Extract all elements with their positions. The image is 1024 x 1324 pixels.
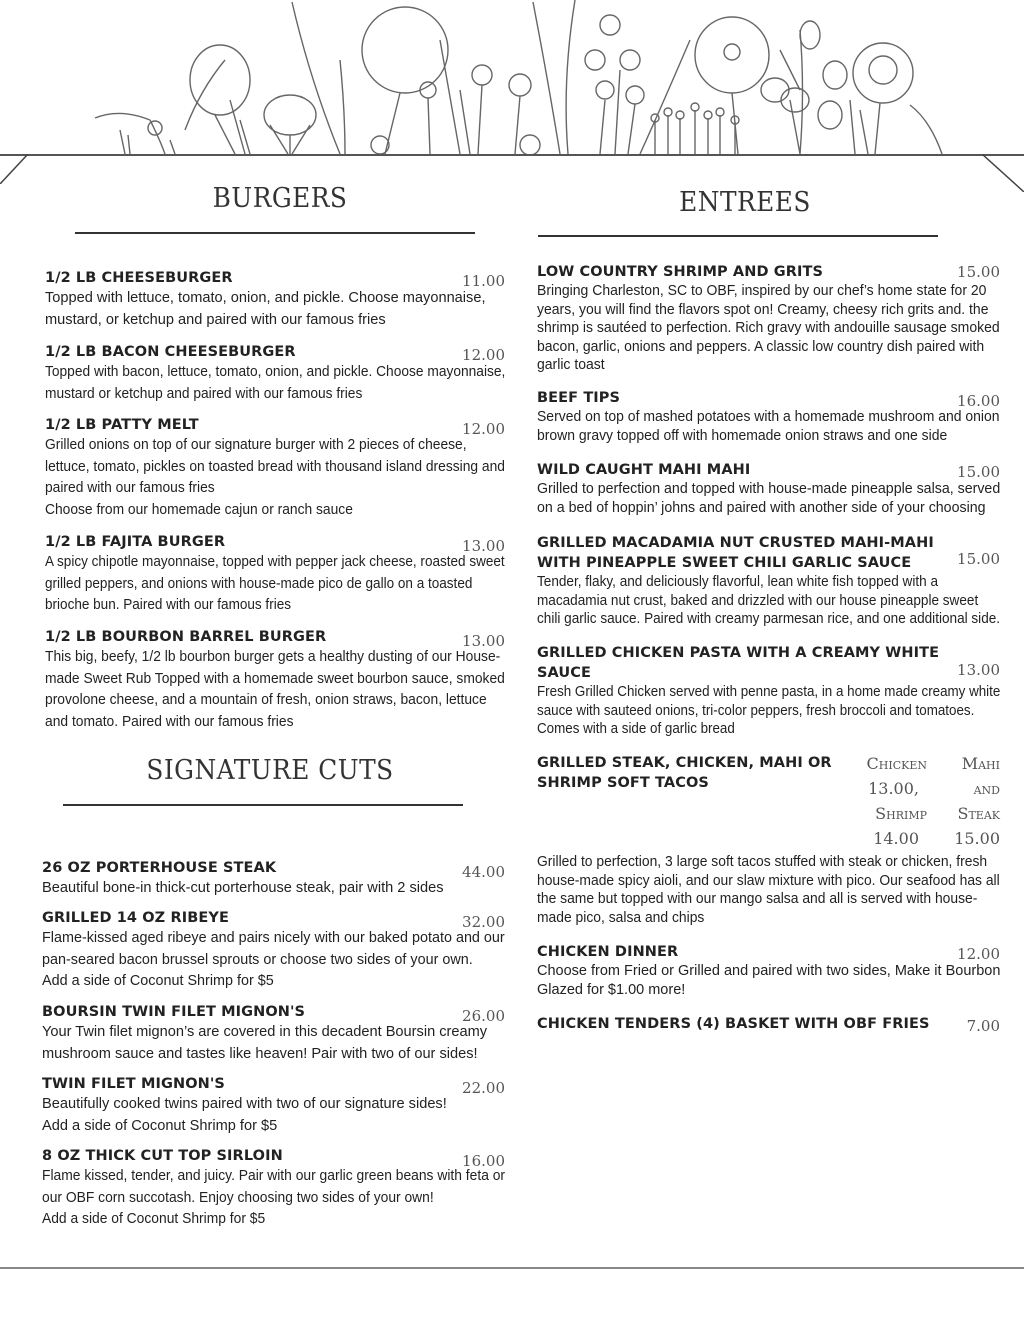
item-description: Served on top of mashed potatoes with a homemade mushroom and onion brown gravy topped off with homemade onion straws and one side: [537, 409, 1000, 444]
menu-item-mahi-mahi: [537, 460, 1000, 517]
header-divider-line: [0, 154, 1024, 156]
item-price: 12.00: [957, 945, 1000, 963]
taco-price-mahi-steak: Mahi and Steak 15.00: [954, 754, 1000, 848]
item-price: 11.00: [462, 272, 505, 290]
item-name: 8 OZ THICK CUT TOP SIRLOIN: [42, 1148, 283, 1164]
item-description: Topped with lettuce, tomato, onion, and pickle. Choose mayonnaise, mustard, or ketchup and paired with our famous fries: [45, 290, 486, 328]
corner-line-right: [982, 154, 1024, 192]
menu-item-boursin-twin-filet: [42, 1002, 505, 1065]
item-price: 16.00: [957, 392, 1000, 410]
item-name: WILD CAUGHT MAHI MAHI: [537, 462, 751, 478]
menu-item-twin-filet: [42, 1074, 505, 1137]
item-description: Flame kissed, tender, and juicy. Pair with our garlic green beans with feta or our OBF corn succotash. Enjoy choosing two sides of your own! Add a side of Coconut Shrimp for $5: [42, 1168, 506, 1227]
signature-cuts-section-title: SIGNATURE CUTS: [146, 755, 394, 786]
item-name: GRILLED MACADAMIA NUT CRUSTED MAHI-MAHI WITH PINEAPPLE SWEET CHILI GARLIC SAUCE: [537, 535, 934, 571]
corner-line-left: [0, 154, 32, 184]
item-name: 26 OZ PORTERHOUSE STEAK: [42, 860, 277, 876]
item-description: Grilled to perfection and topped with house-made pineapple salsa, served on a bed of hoppin’ johns and paired with another side of your choosing: [537, 481, 1001, 516]
item-description: Topped with bacon, lettuce, tomato, onion, and pickle. Choose mayonnaise, mustard or ketchup and paired with our famous fries: [45, 364, 506, 402]
item-price: 16.00: [462, 1152, 505, 1170]
item-name: 1/2 LB PATTY MELT: [45, 417, 199, 433]
item-description: Fresh Grilled Chicken served with penne pasta, in a home made creamy white sauce with sauteed onions, tri-color peppers, fresh broccoli and tomatoes. Comes with a side of garlic bread: [537, 684, 1001, 738]
menu-item-chicken-tenders: [537, 1014, 1000, 1034]
item-price: 15.00: [957, 463, 1000, 481]
item-price: 13.00: [462, 537, 505, 555]
menu-item-shrimp-and-grits: [537, 262, 1000, 375]
menu-item-macadamia-mahi: [537, 533, 1000, 629]
item-price: 15.00: [957, 550, 1000, 568]
item-name: CHICKEN TENDERS (4) BASKET WITH OBF FRIES: [537, 1016, 930, 1032]
item-name: GRILLED CHICKEN PASTA WITH A CREAMY WHITE SAUCE: [537, 645, 940, 681]
item-name: 1/2 LB BACON CHEESEBURGER: [45, 344, 296, 360]
burgers-title-rule: [75, 232, 475, 234]
menu-item-ribeye: [42, 908, 505, 993]
footer-divider-line: [0, 1267, 1024, 1269]
item-name: 1/2 LB BOURBON BARREL BURGER: [45, 629, 327, 645]
item-price: 7.00: [966, 1017, 1000, 1035]
floral-header-illustration: [0, 0, 1024, 156]
menu-item-chicken-dinner: [537, 942, 1000, 999]
entrees-title-rule: [538, 235, 938, 237]
item-description: Grilled to perfection, 3 large soft tacos stuffed with steak or chicken, fresh house-made spicy aioli, and our slaw mixture with pico. Our seafood has all the same but topped with our mango salsa and all is served with house- made pico, salsa and chips: [537, 854, 1000, 926]
taco-price-chicken-shrimp: Chicken 13.00, Shrimp 14.00: [866, 754, 927, 848]
item-description: Grilled onions on top of our signature burger with 2 pieces of cheese, lettuce, tomato, pickles on toasted bread with thousand island dressing and paired with our famous fries Choose from our homemade cajun or ranch sauce: [45, 437, 505, 518]
menu-item-beef-tips: [537, 388, 1000, 445]
item-description: Flame-kissed aged ribeye and pairs nicely with our baked potato and our pan-seared bacon brussel sprouts or choose two sides of your own. Add a side of Coconut Shrimp for $5: [42, 930, 505, 989]
menu-item-porterhouse-steak: [42, 858, 505, 900]
menu-item-bacon-cheeseburger: [45, 342, 505, 405]
item-name: LOW COUNTRY SHRIMP AND GRITS: [537, 264, 824, 280]
item-price: 13.00: [462, 632, 505, 650]
menu-item-top-sirloin: [42, 1146, 505, 1231]
item-description: Your Twin filet mignon’s are covered in this decadent Boursin creamy mushroom sauce and tastes like heaven! Pair with two of our sides!: [42, 1024, 488, 1062]
item-price: 12.00: [462, 420, 505, 438]
item-description: Choose from Fried or Grilled and paired with two sides, Make it Bourbon Glazed for $1.00 more!: [537, 963, 1001, 998]
burgers-section-title: BURGERS: [212, 183, 348, 214]
item-description: Bringing Charleston, SC to OBF, inspired by our chef’s home state for 20 years, you will find the flavors spot on! Creamy, cheesy rich grits and. the shrimp is sautéed to perfection. Rich gravy with andouille sausage smoked bacon, garlic, onions and peppers. A classic low country dish paired with garlic toast: [537, 283, 1000, 374]
item-price: 13.00: [957, 661, 1000, 679]
item-name: 1/2 LB CHEESEBURGER: [45, 270, 233, 286]
menu-item-chicken-pasta: [537, 643, 1000, 739]
item-price: 44.00: [462, 863, 505, 881]
item-description: This big, beefy, 1/2 lb bourbon burger gets a healthy dusting of our House- made Sweet Rub Topped with a homemade sweet bourbon sauce, smoked provolone cheese, and a mountain of fresh, onion straws, bacon, lettuce and tomato. Paired with our famous fries: [45, 649, 505, 730]
item-price: 12.00: [462, 346, 505, 364]
item-name: 1/2 LB FAJITA BURGER: [45, 534, 226, 550]
signature-cuts-title-rule: [63, 804, 463, 806]
item-name: BEEF TIPS: [537, 390, 621, 406]
item-price: 22.00: [462, 1079, 505, 1097]
item-description: A spicy chipotle mayonnaise, topped with pepper jack cheese, roasted sweet grilled peppers, and onions with house-made pico de gallo on a toasted brioche bun. Paired with our famous fries: [45, 554, 505, 613]
menu-item-soft-tacos: [537, 753, 1000, 933]
item-description: Beautiful bone-in thick-cut porterhouse steak, pair with 2 sides: [42, 880, 444, 896]
menu-item-bourbon-barrel-burger: [45, 627, 505, 733]
item-name: CHICKEN DINNER: [537, 944, 679, 960]
item-price: 32.00: [462, 913, 505, 931]
menu-item-patty-melt: [45, 415, 505, 521]
item-description: Tender, flaky, and deliciously flavorful, lean white fish topped with a macadamia nut crust, baked and drizzled with our house pineapple sweet chili garlic sauce. Paired with creamy parmesan rice, and one additional side.: [537, 574, 1001, 628]
entrees-section-title: ENTREES: [679, 187, 811, 218]
item-name: GRILLED 14 OZ RIBEYE: [42, 910, 229, 926]
menu-item-cheeseburger: [45, 268, 505, 331]
item-name: TWIN FILET MIGNON'S: [42, 1076, 225, 1092]
item-price: 26.00: [462, 1007, 505, 1025]
menu-item-fajita-burger: [45, 532, 505, 617]
item-description: Beautifully cooked twins paired with two of our signature sides! Add a side of Coconut Shrimp for $5: [42, 1096, 447, 1134]
item-price: 15.00: [957, 263, 1000, 281]
item-name: GRILLED STEAK, CHICKEN, MAHI OR SHRIMP SOFT TACOS: [537, 755, 832, 791]
item-name: BOURSIN TWIN FILET MIGNON'S: [42, 1004, 306, 1020]
